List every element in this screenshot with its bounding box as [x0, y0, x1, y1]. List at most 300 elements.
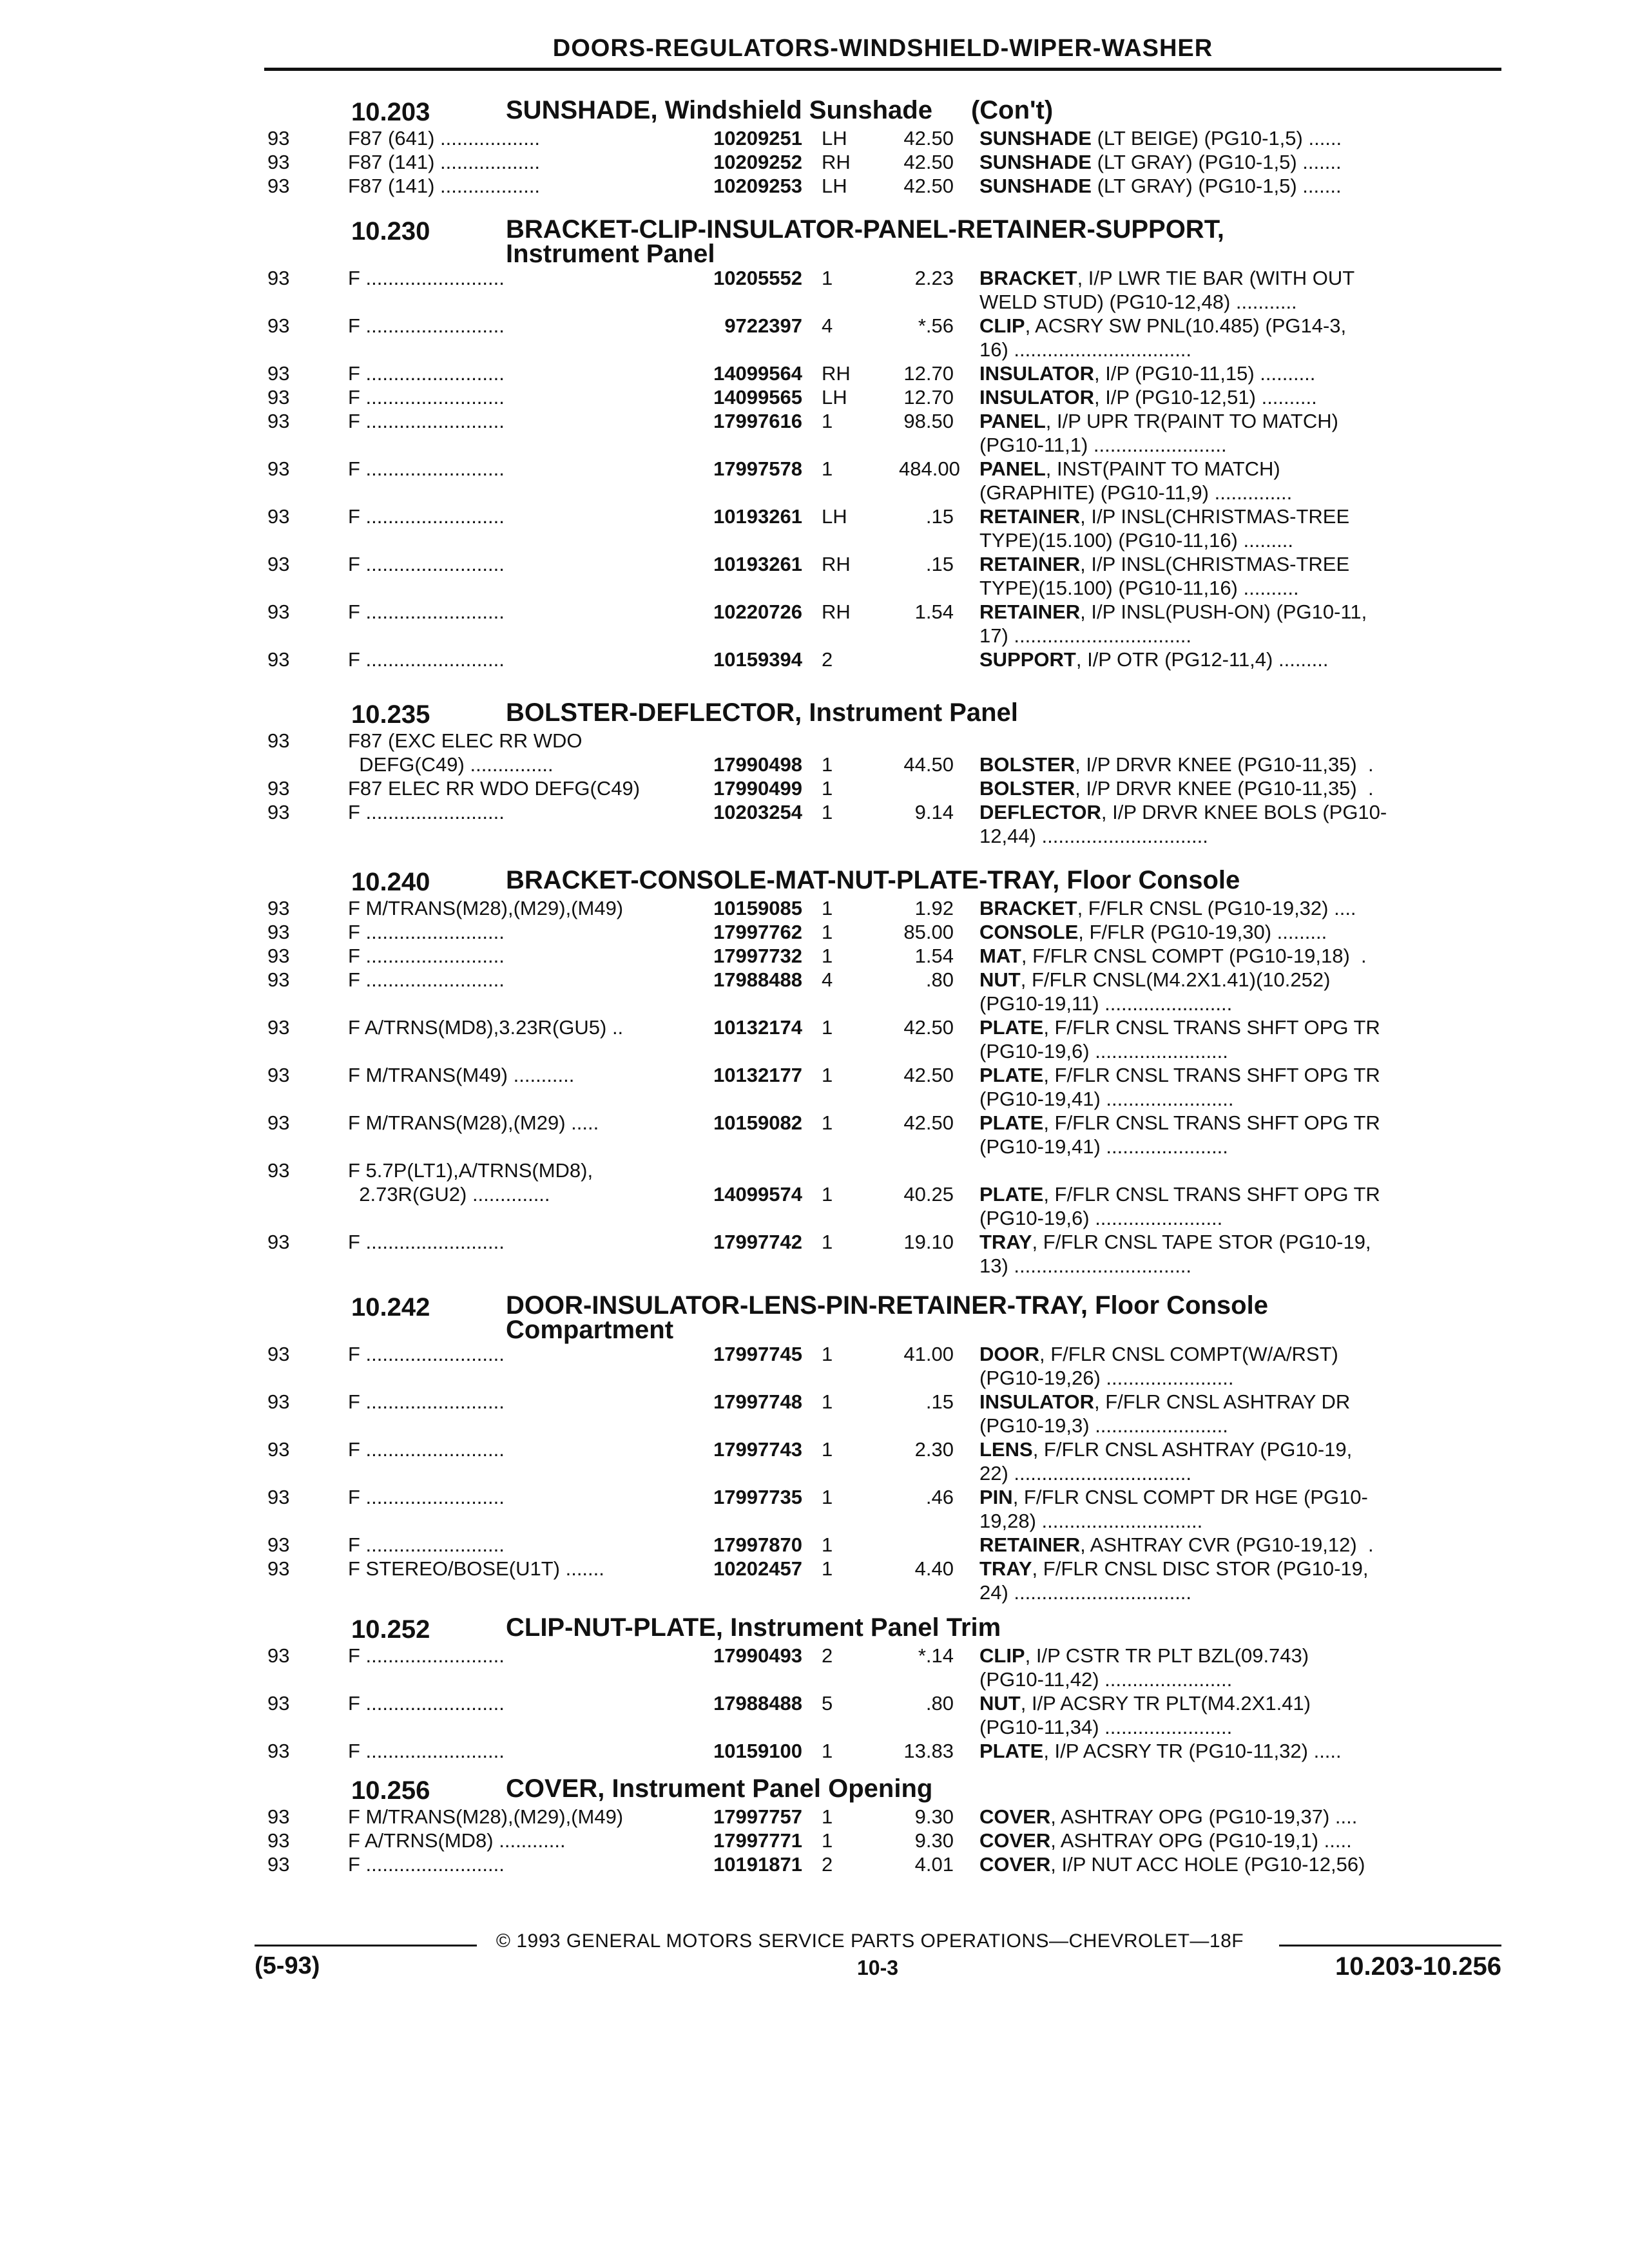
model-year: 93: [267, 945, 290, 967]
model-year: 93: [267, 601, 290, 623]
model-year: 93: [267, 1740, 290, 1762]
section-continued-label: (Con't): [970, 96, 1054, 124]
part-number: 17988488: [713, 968, 802, 991]
part-row: [267, 409, 1629, 457]
section-title-text: CLIP-NUT-PLATE, Instrument Panel Trim: [506, 1613, 1001, 1642]
quantity: 1: [822, 777, 833, 800]
part-number: 10132174: [713, 1016, 802, 1039]
part-row: [267, 1691, 1629, 1739]
application: F M/TRANS(M28),(M29) .....: [348, 1111, 599, 1134]
parts-section: [0, 1769, 1629, 1876]
part-number: 17997870: [713, 1533, 802, 1556]
part-number: 10202457: [713, 1557, 802, 1580]
price: 484.00: [899, 457, 960, 480]
application: F A/TRNS(MD8),3.23R(GU5) ..: [348, 1016, 624, 1039]
price: 42.50: [903, 175, 954, 197]
part-row: [267, 266, 1629, 314]
description: PIN, F/FLR CNSL COMPT DR HGE (PG10- 19,28) .............................: [979, 1486, 1368, 1532]
description: SUNSHADE (LT GRAY) (PG10-1,5) .......: [979, 151, 1342, 173]
description: PLATE, F/FLR CNSL TRANS SHFT OPG TR (PG10-19,41) .......................: [979, 1064, 1380, 1110]
quantity: 1: [822, 1740, 833, 1762]
model-year: 93: [267, 1853, 290, 1876]
description: LENS, F/FLR CNSL ASHTRAY (PG10-19, 22) ................................: [979, 1438, 1353, 1485]
parts-section: [0, 1608, 1629, 1763]
part-number: 17997745: [713, 1343, 802, 1365]
model-year: 93: [267, 267, 290, 289]
description: BRACKET, I/P LWR TIE BAR (WITH OUT WELD STUD) (PG10-12,48) ...........: [979, 267, 1355, 313]
description: COVER, ASHTRAY OPG (PG10-19,37) ....: [979, 1805, 1358, 1828]
quantity: LH: [822, 505, 847, 528]
application: F .........................: [348, 1343, 505, 1365]
price: 9.30: [914, 1805, 954, 1828]
model-year: 93: [267, 1231, 290, 1253]
price: 19.10: [903, 1231, 954, 1253]
part-row: [267, 1230, 1629, 1278]
section-header: [206, 1285, 1629, 1342]
section-number: 10.256: [351, 1776, 430, 1805]
price: [899, 776, 979, 800]
description: CLIP, I/P CSTR TR PLT BZL(09.743) (PG10-11,42) .......................: [979, 1644, 1309, 1691]
quantity: 1: [822, 1390, 833, 1413]
model-year: 93: [267, 648, 290, 671]
description: NUT, I/P ACSRY TR PLT(M4.2X1.41) (PG10-11,34) .......................: [979, 1692, 1311, 1738]
section-header: [206, 1608, 1629, 1644]
part-row: [267, 361, 1629, 385]
parts-section: [0, 1285, 1629, 1604]
application: F STEREO/BOSE(U1T) .......: [348, 1557, 604, 1580]
description: RETAINER, I/P INSL(PUSH-ON) (PG10-11, 17) ................................: [979, 601, 1367, 647]
part-number: 10203254: [713, 801, 802, 823]
price: 98.50: [903, 410, 954, 432]
part-row: [267, 776, 1629, 800]
part-number: 17997735: [713, 1486, 802, 1508]
part-row: [267, 944, 1629, 968]
application: F .........................: [348, 801, 505, 823]
model-year: 93: [267, 1064, 290, 1086]
price: .46: [925, 1486, 954, 1508]
quantity: 1: [822, 753, 833, 776]
section-title-text: COVER, Instrument Panel Opening: [506, 1774, 933, 1803]
model-year: 93: [267, 457, 290, 480]
section-header: [206, 860, 1629, 896]
model-year: 93: [267, 553, 290, 575]
section-header: [206, 1769, 1629, 1805]
application: F .........................: [348, 1533, 505, 1556]
model-year: 93: [267, 127, 290, 149]
model-year: 93: [267, 1016, 290, 1039]
description: SUNSHADE (LT BEIGE) (PG10-1,5) ......: [979, 127, 1342, 149]
model-year: 93: [267, 1533, 290, 1556]
model-year: 93: [267, 410, 290, 432]
quantity: 1: [822, 1438, 833, 1461]
price: 44.50: [903, 753, 954, 776]
section-title-text: BOLSTER-DEFLECTOR, Instrument Panel: [506, 698, 1018, 727]
application: F .........................: [348, 457, 505, 480]
price: 42.50: [903, 1016, 954, 1039]
price: 1.54: [914, 945, 954, 967]
price: 4.40: [914, 1557, 954, 1580]
quantity: 1: [822, 1829, 833, 1852]
section-title-text: DOOR-INSULATOR-LENS-PIN-RETAINER-TRAY, Floor Console Compartment: [506, 1291, 1268, 1344]
quantity: 1: [822, 1343, 833, 1365]
part-number: 17997742: [713, 1231, 802, 1253]
quantity: 1: [822, 1486, 833, 1508]
page-header: [264, 35, 1501, 71]
application: F .........................: [348, 648, 505, 671]
price: 42.50: [903, 151, 954, 173]
part-row: [267, 1533, 1629, 1557]
part-number: 10193261: [713, 505, 802, 528]
model-year: 93: [267, 1438, 290, 1461]
parts-section: [0, 209, 1629, 671]
part-row: [267, 648, 1629, 671]
application: F .........................: [348, 1486, 505, 1508]
application: F .........................: [348, 1438, 505, 1461]
quantity: 1: [822, 1111, 833, 1134]
application: F M/TRANS(M28),(M29),(M49): [348, 897, 624, 919]
part-row: [267, 1342, 1629, 1390]
price: 9.30: [914, 1829, 954, 1852]
price: 2.30: [914, 1438, 954, 1461]
part-number: 10132177: [713, 1064, 802, 1086]
model-year: 93: [267, 968, 290, 991]
part-row: [267, 1437, 1629, 1485]
quantity: LH: [822, 175, 847, 197]
section-title: [506, 1608, 1629, 1644]
model-year: 93: [267, 1390, 290, 1413]
quantity: 4: [822, 314, 833, 337]
model-year: 93: [267, 1343, 290, 1365]
application: F .........................: [348, 1231, 505, 1253]
price: [899, 648, 979, 671]
application: F .........................: [348, 921, 505, 943]
section-number: 10.203: [351, 98, 430, 126]
application: F .........................: [348, 386, 505, 408]
application: F .........................: [348, 267, 505, 289]
description: BOLSTER, I/P DRVR KNEE (PG10-11,35) .: [979, 777, 1374, 800]
description: RETAINER, ASHTRAY CVR (PG10-19,12) .: [979, 1533, 1374, 1556]
model-year: 93: [267, 1486, 290, 1508]
quantity: 1: [822, 1016, 833, 1039]
parts-section: [0, 693, 1629, 848]
price: 40.25: [903, 1183, 954, 1206]
part-number: 14099574: [713, 1183, 802, 1206]
description: RETAINER, I/P INSL(CHRISTMAS-TREE TYPE)(15.100) (PG10-11,16) ..........: [979, 553, 1350, 599]
section-header: [206, 90, 1629, 126]
application: F .........................: [348, 1853, 505, 1876]
price: 42.50: [903, 1064, 954, 1086]
quantity: 1: [822, 410, 833, 432]
price: .15: [925, 553, 954, 575]
part-row: [267, 1015, 1629, 1063]
part-row: [267, 174, 1629, 198]
description: RETAINER, I/P INSL(CHRISTMAS-TREE TYPE)(15.100) (PG10-11,16) .........: [979, 505, 1350, 552]
application: F87 (641) ..................: [348, 127, 541, 149]
part-row: [267, 126, 1629, 150]
part-number: 17997616: [713, 410, 802, 432]
price: .80: [925, 968, 954, 991]
price: 1.92: [914, 897, 954, 919]
model-year: 93: [267, 386, 290, 408]
model-year: 93: [267, 1692, 290, 1715]
section-number: 10.242: [351, 1293, 430, 1321]
model-year: 93: [267, 729, 290, 752]
application: F .........................: [348, 505, 505, 528]
section-title: [506, 693, 1629, 729]
section-title-text: SUNSHADE, Windshield Sunshade: [506, 96, 932, 124]
application: F M/TRANS(M28),(M29),(M49): [348, 1805, 624, 1828]
section-title-text: BRACKET-CONSOLE-MAT-NUT-PLATE-TRAY, Floor Console: [506, 866, 1240, 894]
part-number: 14099564: [713, 362, 802, 385]
description: INSULATOR, I/P (PG10-12,51) ..........: [979, 386, 1317, 408]
part-row: [267, 729, 1629, 776]
quantity: 1: [822, 801, 833, 823]
quantity: 1: [822, 1557, 833, 1580]
part-row: [267, 1390, 1629, 1437]
section-title: [506, 90, 1629, 126]
model-year: 93: [267, 505, 290, 528]
model-year: 93: [267, 314, 290, 337]
application: F M/TRANS(M49) ...........: [348, 1064, 575, 1086]
description: MAT, F/FLR CNSL COMPT (PG10-19,18) .: [979, 945, 1367, 967]
quantity: LH: [822, 386, 847, 408]
description: INSULATOR, I/P (PG10-11,15) ..........: [979, 362, 1316, 385]
application: F87 ELEC RR WDO DEFG(C49): [348, 777, 641, 800]
section-title: [506, 860, 1629, 896]
price: *.14: [918, 1644, 954, 1667]
price: .15: [925, 505, 954, 528]
part-row: [267, 1485, 1629, 1533]
quantity: 1: [822, 1805, 833, 1828]
model-year: 93: [267, 1644, 290, 1667]
description: SUPPORT, I/P OTR (PG12-11,4) .........: [979, 648, 1329, 671]
section-title-text: BRACKET-CLIP-INSULATOR-PANEL-RETAINER-SUPPORT, Instrument Panel: [506, 215, 1224, 268]
quantity: 5: [822, 1692, 833, 1715]
price: .15: [925, 1390, 954, 1413]
quantity: 2: [822, 1853, 833, 1876]
quantity: 1: [822, 457, 833, 480]
description: COVER, I/P NUT ACC HOLE (PG10-12,56): [979, 1853, 1365, 1876]
description: TRAY, F/FLR CNSL DISC STOR (PG10-19, 24) ................................: [979, 1557, 1369, 1604]
application: F87 (EXC ELEC RR WDO DEFG(C49) ...............: [348, 729, 583, 776]
section-title: [506, 1285, 1629, 1342]
section-header: [206, 693, 1629, 729]
part-row: [267, 1739, 1629, 1763]
application: F 5.7P(LT1),A/TRNS(MD8), 2.73R(GU2) ..............: [348, 1159, 593, 1206]
quantity: 1: [822, 1533, 833, 1556]
model-year: 93: [267, 921, 290, 943]
section-number: 10.252: [351, 1615, 430, 1644]
part-row: [267, 968, 1629, 1015]
description: BOLSTER, I/P DRVR KNEE (PG10-11,35) .: [979, 753, 1374, 776]
part-row: [267, 896, 1629, 920]
part-number: 14099565: [713, 386, 802, 408]
description: DEFLECTOR, I/P DRVR KNEE BOLS (PG10- 12,44) ..............................: [979, 801, 1387, 847]
section-title: [506, 209, 1629, 266]
date-code: (5-93): [255, 1952, 320, 1979]
part-row: [267, 385, 1629, 409]
part-row: [267, 800, 1629, 848]
description: SUNSHADE (LT GRAY) (PG10-1,5) .......: [979, 175, 1342, 197]
price: 42.50: [903, 1111, 954, 1134]
quantity: 1: [822, 1064, 833, 1086]
application: F .........................: [348, 1740, 505, 1762]
description: PLATE, F/FLR CNSL TRANS SHFT OPG TR (PG10-19,6) ........................: [979, 1016, 1380, 1062]
part-row: [267, 314, 1629, 361]
part-number: 10159100: [713, 1740, 802, 1762]
application: F A/TRNS(MD8) ............: [348, 1829, 566, 1852]
section-range: 10.203-10.256: [1335, 1952, 1501, 1981]
part-number: 10159085: [713, 897, 802, 919]
model-year: 93: [267, 1111, 290, 1134]
part-number: 10193261: [713, 553, 802, 575]
part-row: [267, 1829, 1629, 1852]
quantity: RH: [822, 151, 851, 173]
price: 1.54: [914, 601, 954, 623]
price: 4.01: [914, 1853, 954, 1876]
price: 13.83: [903, 1740, 954, 1762]
part-row: [267, 150, 1629, 174]
part-row: [267, 1557, 1629, 1604]
part-row: [267, 1063, 1629, 1111]
price: 12.70: [903, 362, 954, 385]
part-number: 17988488: [713, 1692, 802, 1715]
description: NUT, F/FLR CNSL(M4.2X1.41)(10.252) (PG10-19,11) .......................: [979, 968, 1331, 1015]
parts-section: [0, 90, 1629, 198]
part-number: 10159394: [713, 648, 802, 671]
description: PLATE, I/P ACSRY TR (PG10-11,32) .....: [979, 1740, 1342, 1762]
part-row: [267, 1111, 1629, 1158]
application: F .........................: [348, 314, 505, 337]
part-row: [267, 505, 1629, 552]
price: [899, 1533, 979, 1557]
price: 9.14: [914, 801, 954, 823]
price: 41.00: [903, 1343, 954, 1365]
model-year: 93: [267, 151, 290, 173]
part-row: [267, 1158, 1629, 1230]
part-number: 17997732: [713, 945, 802, 967]
part-number: 17997578: [713, 457, 802, 480]
model-year: 93: [267, 1557, 290, 1580]
part-number: 10191871: [713, 1853, 802, 1876]
quantity: 1: [822, 1231, 833, 1253]
part-row: [267, 1805, 1629, 1829]
model-year: 93: [267, 1805, 290, 1828]
price: 42.50: [903, 127, 954, 149]
part-number: 17997762: [713, 921, 802, 943]
application: F .........................: [348, 601, 505, 623]
section-number: 10.230: [351, 217, 430, 245]
part-row: [267, 552, 1629, 600]
section-title: [506, 1769, 1629, 1805]
part-number: 10209253: [713, 175, 802, 197]
quantity: 1: [822, 897, 833, 919]
quantity: 1: [822, 921, 833, 943]
section-number: 10.235: [351, 700, 430, 729]
section-header: [206, 209, 1629, 266]
model-year: 93: [267, 897, 290, 919]
page-number: 10-3: [857, 1956, 899, 1979]
part-number: 10209251: [713, 127, 802, 149]
part-row: [267, 920, 1629, 944]
price: 85.00: [903, 921, 954, 943]
part-number: 17997743: [713, 1438, 802, 1461]
part-number: 9722397: [724, 314, 802, 337]
price: .80: [925, 1692, 954, 1715]
price: *.56: [918, 314, 954, 337]
model-year: 93: [267, 801, 290, 823]
part-number: 17997748: [713, 1390, 802, 1413]
price: 2.23: [914, 267, 954, 289]
footer-copyright: © 1993 GENERAL MOTORS SERVICE PARTS OPERATIONS—CHEVROLET—18F: [496, 1930, 1244, 1952]
description: BRACKET, F/FLR CNSL (PG10-19,32) ....: [979, 897, 1356, 919]
quantity: RH: [822, 553, 851, 575]
description: CLIP, ACSRY SW PNL(10.485) (PG14-3, 16) ................................: [979, 314, 1347, 361]
description: PANEL, I/P UPR TR(PAINT TO MATCH) (PG10-11,1) ........................: [979, 410, 1338, 456]
part-number: 17997757: [713, 1805, 802, 1828]
part-number: 10159082: [713, 1111, 802, 1134]
part-number: 17990499: [713, 777, 802, 800]
application: F .........................: [348, 1390, 505, 1413]
quantity: 4: [822, 968, 833, 991]
price: 12.70: [903, 386, 954, 408]
application: F .........................: [348, 968, 505, 991]
part-number: 10205552: [713, 267, 802, 289]
description: CONSOLE, F/FLR (PG10-19,30) .........: [979, 921, 1327, 943]
parts-section: [0, 860, 1629, 1278]
part-number: 10209252: [713, 151, 802, 173]
part-number: 17990493: [713, 1644, 802, 1667]
description: PLATE, F/FLR CNSL TRANS SHFT OPG TR (PG10-19,6) .......................: [979, 1183, 1380, 1229]
description: PLATE, F/FLR CNSL TRANS SHFT OPG TR (PG10-19,41) ......................: [979, 1111, 1380, 1158]
quantity: 1: [822, 267, 833, 289]
section-number: 10.240: [351, 868, 430, 896]
application: F87 (141) ..................: [348, 175, 541, 197]
application: F .........................: [348, 410, 505, 432]
quantity: 1: [822, 945, 833, 967]
part-number: 10220726: [713, 601, 802, 623]
application: F .........................: [348, 1692, 505, 1715]
description: DOOR, F/FLR CNSL COMPT(W/A/RST) (PG10-19,26) .......................: [979, 1343, 1338, 1389]
application: F .........................: [348, 553, 505, 575]
description: PANEL, INST(PAINT TO MATCH) (GRAPHITE) (PG10-11,9) ..............: [979, 457, 1293, 504]
part-number: 17990498: [713, 753, 802, 776]
part-row: [267, 457, 1629, 505]
model-year: 93: [267, 175, 290, 197]
part-row: [267, 1852, 1629, 1876]
model-year: 93: [267, 1159, 290, 1182]
part-row: [267, 600, 1629, 648]
description: INSULATOR, F/FLR CNSL ASHTRAY DR (PG10-19,3) ........................: [979, 1390, 1351, 1437]
description: COVER, ASHTRAY OPG (PG10-19,1) .....: [979, 1829, 1352, 1852]
part-row: [267, 1644, 1629, 1691]
part-number: 17997771: [713, 1829, 802, 1852]
application: F .........................: [348, 945, 505, 967]
quantity: RH: [822, 601, 851, 623]
quantity: 2: [822, 648, 833, 671]
quantity: RH: [822, 362, 851, 385]
quantity: LH: [822, 127, 847, 149]
quantity: 1: [822, 1183, 833, 1206]
page-title: DOORS-REGULATORS-WINDSHIELD-WIPER-WASHER: [552, 35, 1213, 62]
model-year: 93: [267, 362, 290, 385]
quantity: 2: [822, 1644, 833, 1667]
application: F .........................: [348, 362, 505, 385]
model-year: 93: [267, 1829, 290, 1852]
application: F87 (141) ..................: [348, 151, 541, 173]
model-year: 93: [267, 777, 290, 800]
application: F .........................: [348, 1644, 505, 1667]
